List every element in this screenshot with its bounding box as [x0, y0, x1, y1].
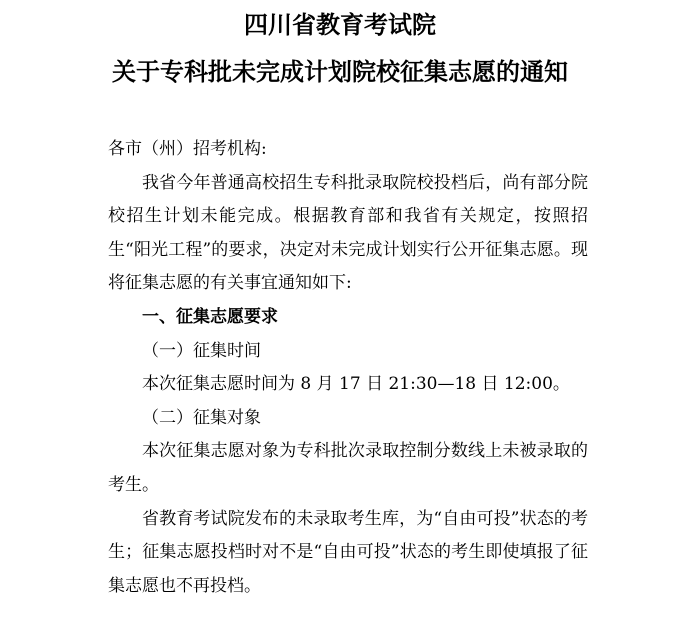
- collection-target-paragraph: 本次征集志愿对象为专科批次录取控制分数线上未被录取的考生。: [108, 441, 588, 495]
- notice-title: 关于专科批未完成计划院校征集志愿的通知: [112, 58, 568, 86]
- candidate-status-paragraph: 省教育考试院发布的未录取考生库，为“自由可投”状态的考生；征集志愿投档时对不是“自由可投”状态的考生即使填报了征集志愿也不再投档。: [108, 508, 588, 596]
- notice-body: [108, 133, 588, 603]
- subsection-heading-target: （二）征集对象: [142, 407, 261, 428]
- section-heading-requirements: 一、征集志愿要求: [142, 306, 278, 327]
- salutation: 各市（州）招考机构:: [108, 139, 267, 159]
- subsection-heading-time: （一）征集时间: [142, 340, 261, 361]
- collection-time-paragraph: 本次征集志愿时间为 8 月 17 日 21:30—18 日 12:00。: [142, 374, 570, 395]
- intro-paragraph: 我省今年普通高校招生专科批录取院校投档后，尚有部分院校招生计划未能完成。根据教育部和我省有关规定，按照招生“阳光工程”的要求，决定对未完成计划实行公开征集志愿。现将征集志愿的有关事宜通知如下:: [108, 172, 588, 294]
- issuing-organization: 四川省教育考试院: [244, 11, 436, 39]
